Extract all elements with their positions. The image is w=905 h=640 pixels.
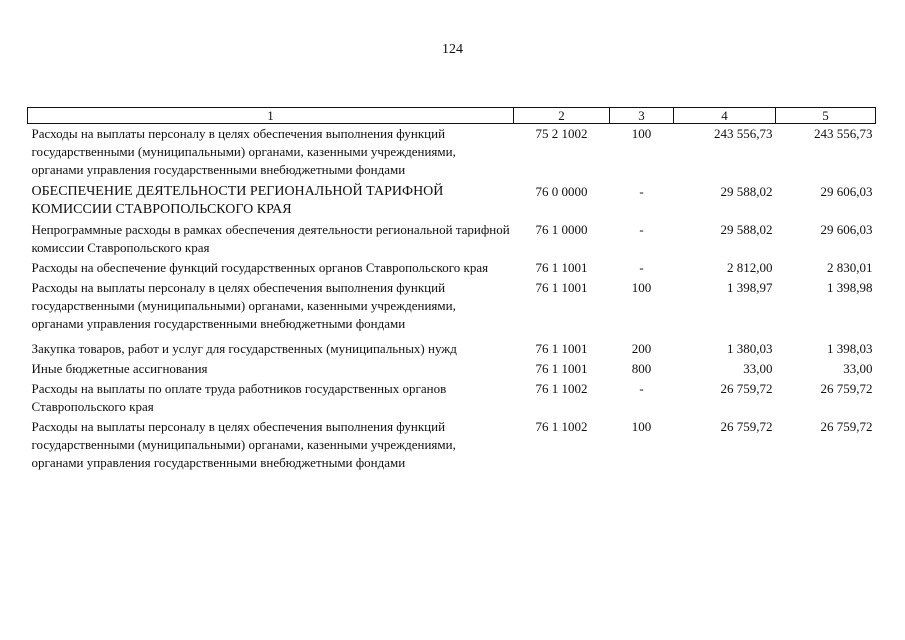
row-type: - bbox=[639, 184, 644, 199]
row-type: 100 bbox=[631, 126, 652, 141]
table-row bbox=[28, 359, 876, 379]
column-header-1: 1 bbox=[28, 108, 514, 124]
row-type: 800 bbox=[631, 361, 652, 376]
row-name: Расходы на выплаты персоналу в целях обеспечения выполнения функций государственными (муниципальными) органами, казенными учреждениями, органами управления государственными внебюджетными фондами bbox=[31, 280, 456, 331]
row-type: 100 bbox=[631, 419, 652, 434]
row-type: 200 bbox=[631, 341, 652, 356]
table-header-row bbox=[28, 108, 876, 124]
row-name: Иные бюджетные ассигнования bbox=[31, 361, 208, 376]
row-code: 76 1 1001 bbox=[535, 341, 588, 356]
row-code: 76 0 0000 bbox=[535, 184, 588, 199]
table-row bbox=[28, 417, 876, 473]
column-header-4: 4 bbox=[674, 108, 776, 124]
row-type: - bbox=[639, 222, 644, 237]
row-sum-4: 1 398,97 bbox=[727, 280, 773, 295]
row-sum-4: 2 812,00 bbox=[727, 260, 773, 275]
table-row bbox=[28, 258, 876, 278]
page-number: 124 bbox=[442, 42, 463, 57]
row-sum-5: 1 398,98 bbox=[827, 280, 873, 295]
table-row bbox=[28, 220, 876, 258]
row-sum-5: 2 830,01 bbox=[827, 260, 873, 275]
table-row bbox=[28, 379, 876, 417]
row-sum-4: 29 588,02 bbox=[720, 184, 773, 199]
row-code: 76 1 1002 bbox=[535, 381, 588, 396]
row-sum-4: 26 759,72 bbox=[720, 381, 773, 396]
row-sum-5: 26 759,72 bbox=[820, 419, 873, 434]
table-row bbox=[28, 334, 876, 359]
row-sum-4: 26 759,72 bbox=[720, 419, 773, 434]
row-code: 75 2 1002 bbox=[535, 126, 588, 141]
table-row bbox=[28, 180, 876, 220]
row-sum-4: 243 556,73 bbox=[714, 126, 773, 141]
row-sum-5: 29 606,03 bbox=[820, 222, 873, 237]
row-name: ОБЕСПЕЧЕНИЕ ДЕЯТЕЛЬНОСТИ РЕГИОНАЛЬНОЙ ТАРИФНОЙ КОМИССИИ СТАВРОПОЛЬСКОГО КРАЯ bbox=[31, 184, 444, 217]
row-type: 100 bbox=[631, 280, 652, 295]
row-sum-5: 1 398,03 bbox=[827, 341, 873, 356]
row-code: 76 1 1001 bbox=[535, 361, 588, 376]
row-name: Расходы на выплаты персоналу в целях обеспечения выполнения функций государственными (муниципальными) органами, казенными учреждениями, органами управления государственными внебюджетными фондами bbox=[31, 419, 456, 470]
row-sum-5: 243 556,73 bbox=[814, 126, 873, 141]
table-row bbox=[28, 124, 876, 181]
column-header-2: 2 bbox=[514, 108, 610, 124]
row-name: Расходы на выплаты персоналу в целях обеспечения выполнения функций государственными (муниципальными) органами, казенными учреждениями, органами управления государственными внебюджетными фондами bbox=[31, 126, 456, 177]
row-name: Расходы на выплаты по оплате труда работников государственных органов Ставропольского края bbox=[31, 381, 447, 414]
row-name: Расходы на обеспечение функций государственных органов Ставропольского края bbox=[31, 260, 489, 275]
row-code: 76 1 1001 bbox=[535, 260, 588, 275]
row-type: - bbox=[639, 381, 644, 396]
column-header-5: 5 bbox=[776, 108, 876, 124]
row-sum-4: 29 588,02 bbox=[720, 222, 773, 237]
table-row bbox=[28, 278, 876, 334]
row-sum-4: 33,00 bbox=[743, 361, 773, 376]
row-sum-5: 33,00 bbox=[843, 361, 873, 376]
budget-table bbox=[27, 107, 876, 473]
row-sum-5: 29 606,03 bbox=[820, 184, 873, 199]
column-header-3: 3 bbox=[610, 108, 674, 124]
row-type: - bbox=[639, 260, 644, 275]
row-sum-5: 26 759,72 bbox=[820, 381, 873, 396]
row-name: Непрограммные расходы в рамках обеспечения деятельности региональной тарифной комиссии Ставропольского края bbox=[31, 222, 510, 255]
row-name: Закупка товаров, работ и услуг для государственных (муниципальных) нужд bbox=[31, 341, 457, 356]
row-code: 76 1 1001 bbox=[535, 280, 588, 295]
row-sum-4: 1 380,03 bbox=[727, 341, 773, 356]
row-code: 76 1 1002 bbox=[535, 419, 588, 434]
row-code: 76 1 0000 bbox=[535, 222, 588, 237]
